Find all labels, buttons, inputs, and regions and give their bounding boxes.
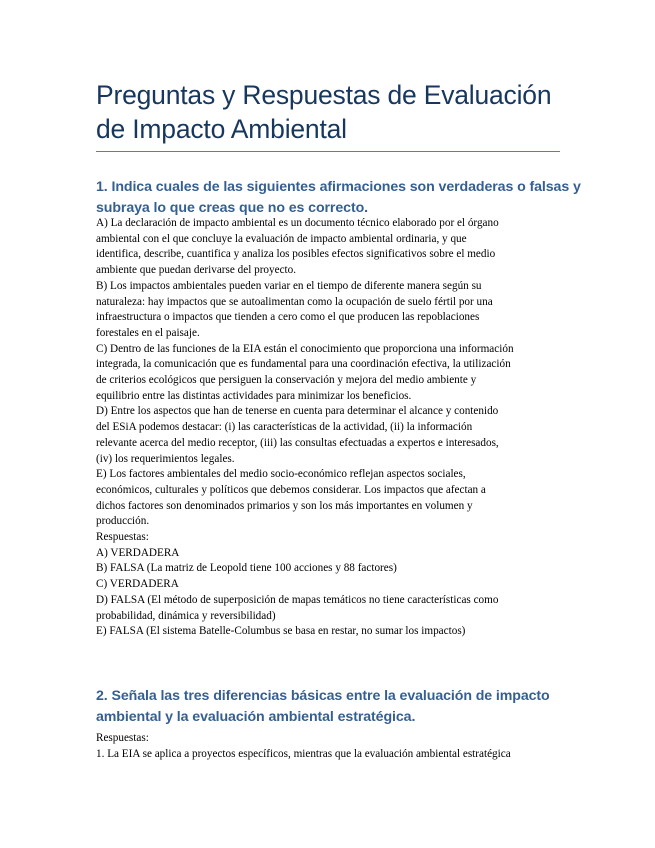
heading-line: 1. Indica cuales de las siguientes afirmaciones son verdaderas o falsas y (96, 179, 581, 195)
answer-line: E) FALSA (El sistema Batelle-Columbus se basa en restar, no sumar los impactos) (96, 625, 466, 638)
answer-line: B) FALSA (La matriz de Leopold tiene 100 acciones y 88 factores) (96, 562, 397, 575)
paragraph-line: (iv) los requerimientos legales. (96, 452, 235, 465)
paragraph-line: D) Entre los aspectos que han de tenerse en cuenta para determinar el alcance y contenido (96, 405, 499, 418)
title-divider (96, 151, 560, 152)
question-1-body (96, 216, 562, 640)
paragraph-line: forestales en el paisaje. (96, 326, 200, 339)
heading-line: subraya lo que creas que no es correcto. (96, 200, 368, 216)
answer-line: 1. La EIA se aplica a proyectos específicos, mientras que la evaluación ambiental estratégica (96, 747, 511, 760)
paragraph-line: producción. (96, 515, 150, 528)
answer-line: D) FALSA (El método de superposición de mapas temáticos no tiene características como (96, 593, 499, 606)
answer-line: C) VERDADERA (96, 578, 179, 591)
paragraph-line: del ESiA podemos destacar: (i) las características de la actividad, (ii) la información (96, 421, 473, 434)
answer-line: A) VERDADERA (96, 546, 180, 559)
paragraph-line: dichos factores son denominados primarios y son los más importantes en volumen y (96, 499, 473, 512)
question-2-body (96, 731, 562, 762)
paragraph-line: equilibrio entre las distintas actividades para minimizar los beneficios. (96, 389, 412, 402)
paragraph-line: relevante acerca del medio receptor, (iii) las consultas efectuadas a expertos e interesados, (96, 436, 499, 449)
paragraph-line: ambiental con el que concluye la evaluación de impacto ambiental ordinaria, y que (96, 232, 467, 245)
title-line: Preguntas y Respuestas de Evaluación (96, 80, 552, 110)
paragraph-line: E) Los factores ambientales del medio socio-económico reflejan aspectos sociales, (96, 468, 466, 481)
heading-line: ambiental y la evaluación ambiental estratégica. (96, 709, 416, 725)
paragraph-line: naturaleza: hay impactos que se autoalimentan como la ocupación de suelo fértil por una (96, 295, 493, 308)
answers-label: Respuestas: (96, 732, 149, 744)
paragraph-line: de criterios ecológicos que persiguen la conservación y mejora del medio ambiente y (96, 374, 477, 387)
answers-label: Respuestas: (96, 531, 149, 544)
paragraph-line: B) Los impactos ambientales pueden variar en el tiempo de diferente manera según su (96, 279, 482, 292)
paragraph-line: infraestructura o impactos que tienden a cero como el que producen las repoblaciones (96, 311, 480, 324)
paragraph-line: C) Dentro de las funciones de la EIA están el conocimiento que proporciona una información (96, 342, 514, 355)
answer-line: probabilidad, dinámica y reversibilidad) (96, 609, 276, 622)
paragraph-line: ambiente que puedan derivarse del proyecto. (96, 264, 297, 277)
paragraph-line: A) La declaración de impacto ambiental es un documento técnico elaborado por el órgano (96, 217, 499, 229)
paragraph-line: integrada, la comunicación que es fundamental para una coordinación efectiva, la utilización (96, 358, 511, 371)
page-title (96, 78, 566, 146)
heading-line: 2. Señala las tres diferencias básicas entre la evaluación de impacto (96, 688, 550, 704)
paragraph-line: económicos, culturales y políticos que debemos considerar. Los impactos que afectan a (96, 483, 486, 496)
question-1-heading (96, 177, 581, 219)
paragraph-line: identifica, describe, cuantifica y analiza los posibles efectos significativos sobre el medio (96, 248, 496, 261)
question-2-heading (96, 686, 566, 728)
title-line: de Impacto Ambiental (96, 114, 347, 144)
